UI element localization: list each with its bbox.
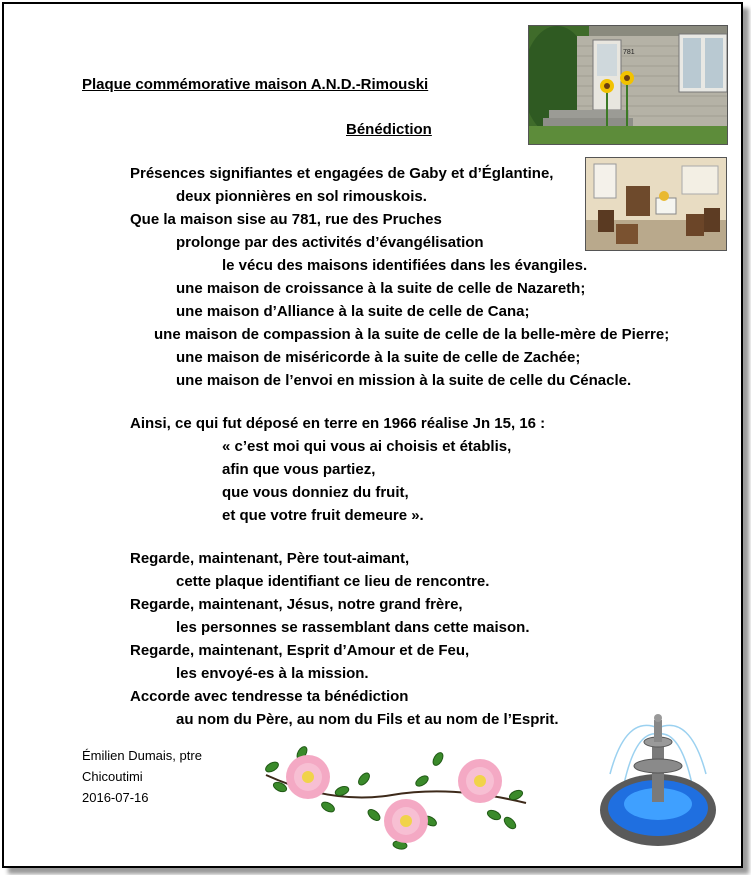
text-line-19: les personnes se rassemblant dans cette maison. (176, 619, 530, 636)
text-line-15: et que votre fruit demeure ». (222, 507, 424, 524)
interior-photo (585, 157, 727, 251)
text-line-12: « c’est moi qui vous ai choisis et établis, (222, 438, 512, 455)
text-line-3: Que la maison sise au 781, rue des Pruches (130, 211, 442, 228)
text-line-23: au nom du Père, au nom du Fils et au nom de l’Esprit. (176, 711, 559, 728)
text-line-6: une maison de croissance à la suite de celle de Nazareth; (176, 280, 586, 297)
text-line-8: une maison de compassion à la suite de celle de la belle-mère de Pierre; (154, 326, 670, 343)
text-line-10: une maison de l’envoi en mission à la suite de celle du Cénacle. (176, 372, 632, 389)
text-line-2: deux pionnières en sol rimouskois. (176, 188, 427, 205)
text-line-18: Regarde, maintenant, Jésus, notre grand frère, (130, 596, 463, 613)
text-line-14: que vous donniez du fruit, (222, 484, 409, 501)
text-line-11: Ainsi, ce qui fut déposé en terre en 1966 réalise Jn 15, 16 : (130, 415, 546, 432)
signature-place: Chicoutimi (82, 769, 143, 784)
document-title: Plaque commémorative maison A.N.D.-Rimouski (82, 76, 429, 93)
house-photo (528, 25, 728, 145)
text-line-22: Accorde avec tendresse ta bénédiction (130, 688, 409, 705)
house-number: 781 (623, 49, 635, 56)
signature-date: 2016-07-16 (82, 790, 149, 805)
text-line-20: Regarde, maintenant, Esprit d’Amour et de Feu, (130, 642, 470, 659)
text-line-7: une maison d’Alliance à la suite de celle de Cana; (176, 303, 530, 320)
text-line-9: une maison de miséricorde à la suite de celle de Zachée; (176, 349, 581, 366)
signature-name: Émilien Dumais, ptre (82, 748, 202, 763)
text-line-16: Regarde, maintenant, Père tout-aimant, (130, 550, 410, 567)
text-line-5: le vécu des maisons identifiées dans les évangiles. (222, 257, 588, 274)
text-line-21: les envoyé-es à la mission. (176, 665, 369, 682)
text-line-13: afin que vous partiez, (222, 461, 376, 478)
text-line-1: Présences signifiantes et engagées de Gaby et d’Églantine, (130, 165, 554, 182)
text-line-17: cette plaque identifiant ce lieu de rencontre. (176, 573, 490, 590)
text-line-4: prolonge par des activités d’évangélisation (176, 234, 484, 251)
fountain-image (596, 704, 720, 854)
document-subtitle: Bénédiction (346, 121, 432, 138)
roses-garland (262, 745, 530, 853)
